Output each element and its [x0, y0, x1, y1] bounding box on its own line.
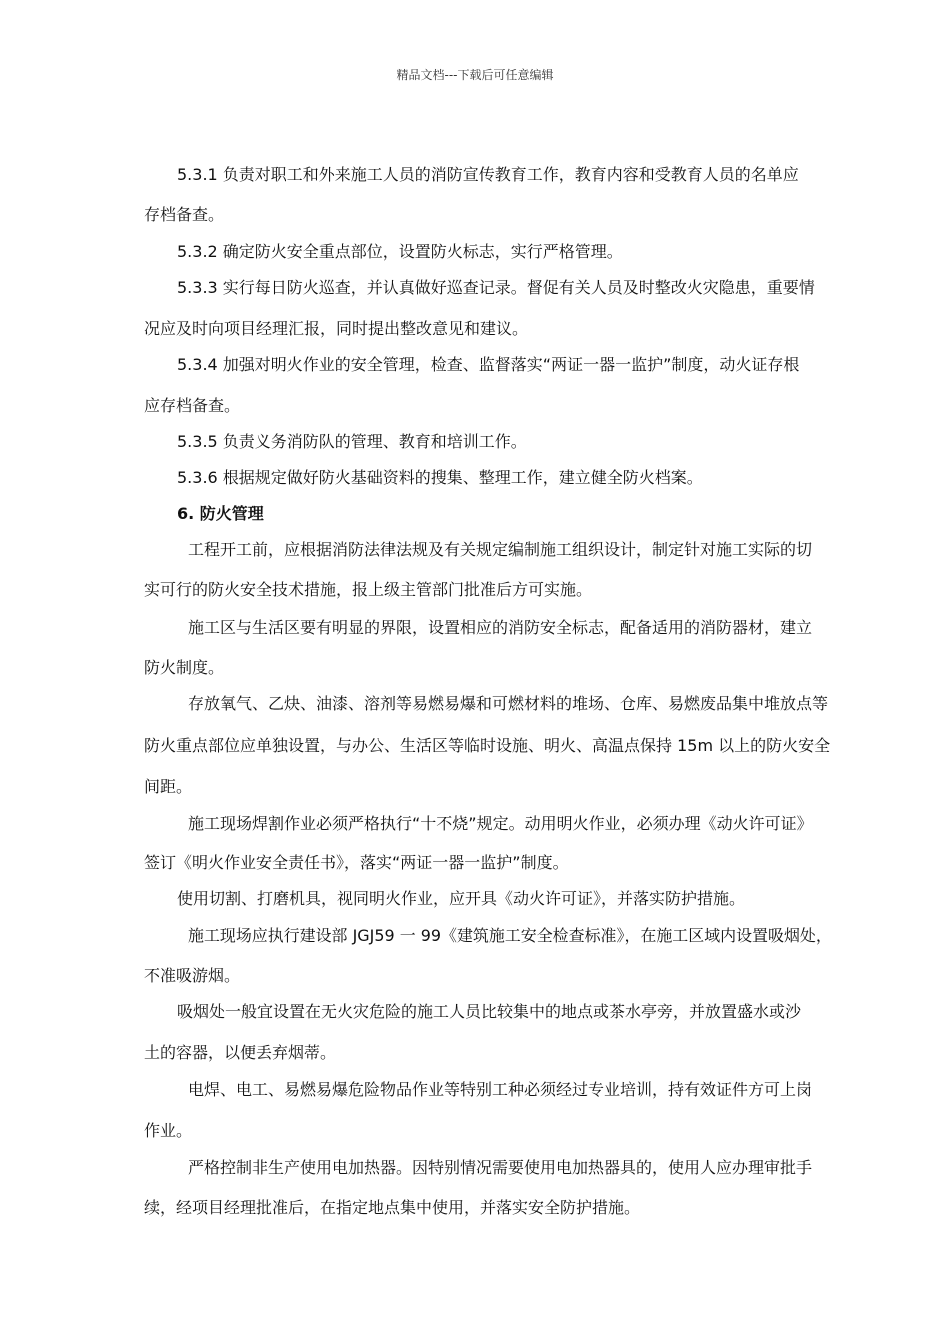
paragraph-line: 间距。: [144, 777, 193, 796]
paragraph-line: 作业。: [144, 1121, 193, 1140]
paragraph-line: 使用切割、打磨机具，视同明火作业，应开具《动火许可证》，并落实防护措施。: [177, 889, 746, 908]
paragraph-line: 吸烟处一般宜设置在无火灾危险的施工人员比较集中的地点或茶水亭旁，并放置盛水或沙: [177, 1002, 802, 1021]
paragraph-line: 土的容器，以便丢弃烟蒂。: [144, 1043, 337, 1062]
paragraph-line: 防火制度。: [144, 658, 225, 677]
paragraph-line: 工程开工前，应根据消防法律法规及有关规定编制施工组织设计，制定针对施工实际的切: [188, 540, 813, 559]
paragraph-line: 续，经项目经理批准后，在指定地点集中使用，并落实安全防护措施。: [144, 1198, 641, 1217]
page-header: 精品文档---下载后可任意编辑: [396, 68, 554, 82]
paragraph-line: 不准吸游烟。: [144, 966, 241, 985]
paragraph-line: 施工区与生活区要有明显的界限，设置相应的消防安全标志，配备适用的消防器材，建立: [188, 618, 813, 637]
paragraph-line: 5.3.1 负责对职工和外来施工人员的消防宣传教育工作，教育内容和受教育人员的名单应: [177, 165, 799, 184]
section-heading: 6. 防火管理: [177, 504, 264, 523]
paragraph-line: 5.3.4 加强对明火作业的安全管理，检查、监督落实“两证一器一监护”制度，动火证存根: [177, 355, 800, 374]
paragraph-line: 应存档备查。: [144, 396, 241, 415]
paragraph-line: 5.3.3 实行每日防火巡查，并认真做好巡查记录。督促有关人员及时整改火灾隐患，重要情: [177, 278, 815, 297]
paragraph-line: 电焊、电工、易燃易爆危险物品作业等特别工种必须经过专业培训，持有效证件方可上岗: [188, 1080, 813, 1099]
paragraph-line: 防火重点部位应单独设置，与办公、生活区等临时设施、明火、高温点保持 15m 以上的防火安全: [144, 736, 831, 755]
paragraph-line: 施工现场应执行建设部 JGJ59 一 99《建筑施工安全检查标准》，在施工区域内设置吸烟处，: [188, 926, 832, 945]
paragraph-line: 5.3.5 负责义务消防队的管理、教育和培训工作。: [177, 432, 527, 451]
paragraph-line: 施工现场焊割作业必须严格执行“十不烧”规定。动用明火作业，必须办理《动火许可证》: [188, 814, 813, 833]
paragraph-line: 严格控制非生产使用电加热器。因特别情况需要使用电加热器具的，使用人应办理审批手: [188, 1158, 813, 1177]
paragraph-line: 况应及时向项目经理汇报，同时提出整改意见和建议。: [144, 319, 529, 338]
paragraph-line: 实可行的防火安全技术措施，报上级主管部门批准后方可实施。: [144, 580, 593, 599]
paragraph-line: 签订《明火作业安全责任书》，落实“两证一器一监护”制度。: [144, 853, 569, 872]
paragraph-line: 5.3.2 确定防火安全重点部位，设置防火标志，实行严格管理。: [177, 242, 623, 261]
paragraph-line: 存档备查。: [144, 205, 225, 224]
paragraph-line: 存放氧气、乙炔、油漆、溶剂等易燃易爆和可燃材料的堆场、仓库、易燃废品集中堆放点等: [188, 694, 829, 713]
paragraph-line: 5.3.6 根据规定做好防火基础资料的搜集、整理工作，建立健全防火档案。: [177, 468, 703, 487]
